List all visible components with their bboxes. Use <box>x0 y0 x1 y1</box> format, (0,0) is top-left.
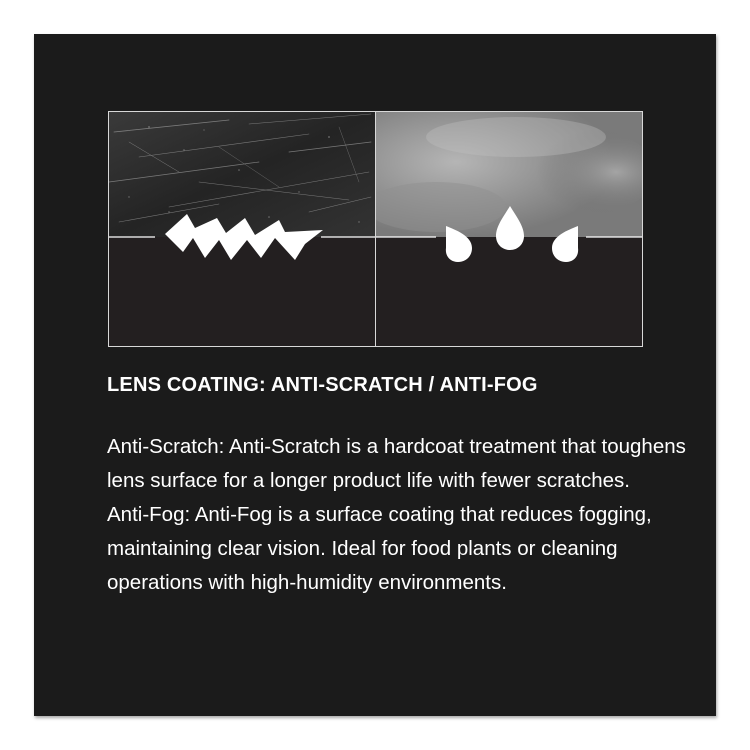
anti-scratch-panel <box>109 112 375 346</box>
anti-fog-text: Anti-Fog is a surface coating that reduces fogging, maintaining clear vision. Ideal for food plants or cleaning operations with high-humidity environments. <box>107 503 652 594</box>
anti-fog-panel <box>376 112 642 346</box>
scratched-surface <box>109 112 375 237</box>
anti-scratch-description <box>107 430 697 498</box>
section-heading: LENS COATING: ANTI-SCRATCH / ANTI-FOG <box>107 374 538 396</box>
anti-fog-description <box>107 498 697 600</box>
anti-scratch-label: Anti-Scratch: <box>107 435 225 458</box>
lens-base <box>109 237 375 347</box>
coating-descriptions <box>107 430 697 600</box>
info-card <box>34 34 716 716</box>
anti-scratch-graphic <box>109 112 375 347</box>
anti-fog-label: Anti-Fog: <box>107 503 191 526</box>
anti-fog-graphic <box>376 112 642 347</box>
anti-scratch-text: Anti-Scratch is a hardcoat treatment that toughens lens surface for a longer product life with fewer scratches. <box>107 435 686 492</box>
lens-base <box>376 237 642 347</box>
coating-illustration <box>108 111 643 347</box>
